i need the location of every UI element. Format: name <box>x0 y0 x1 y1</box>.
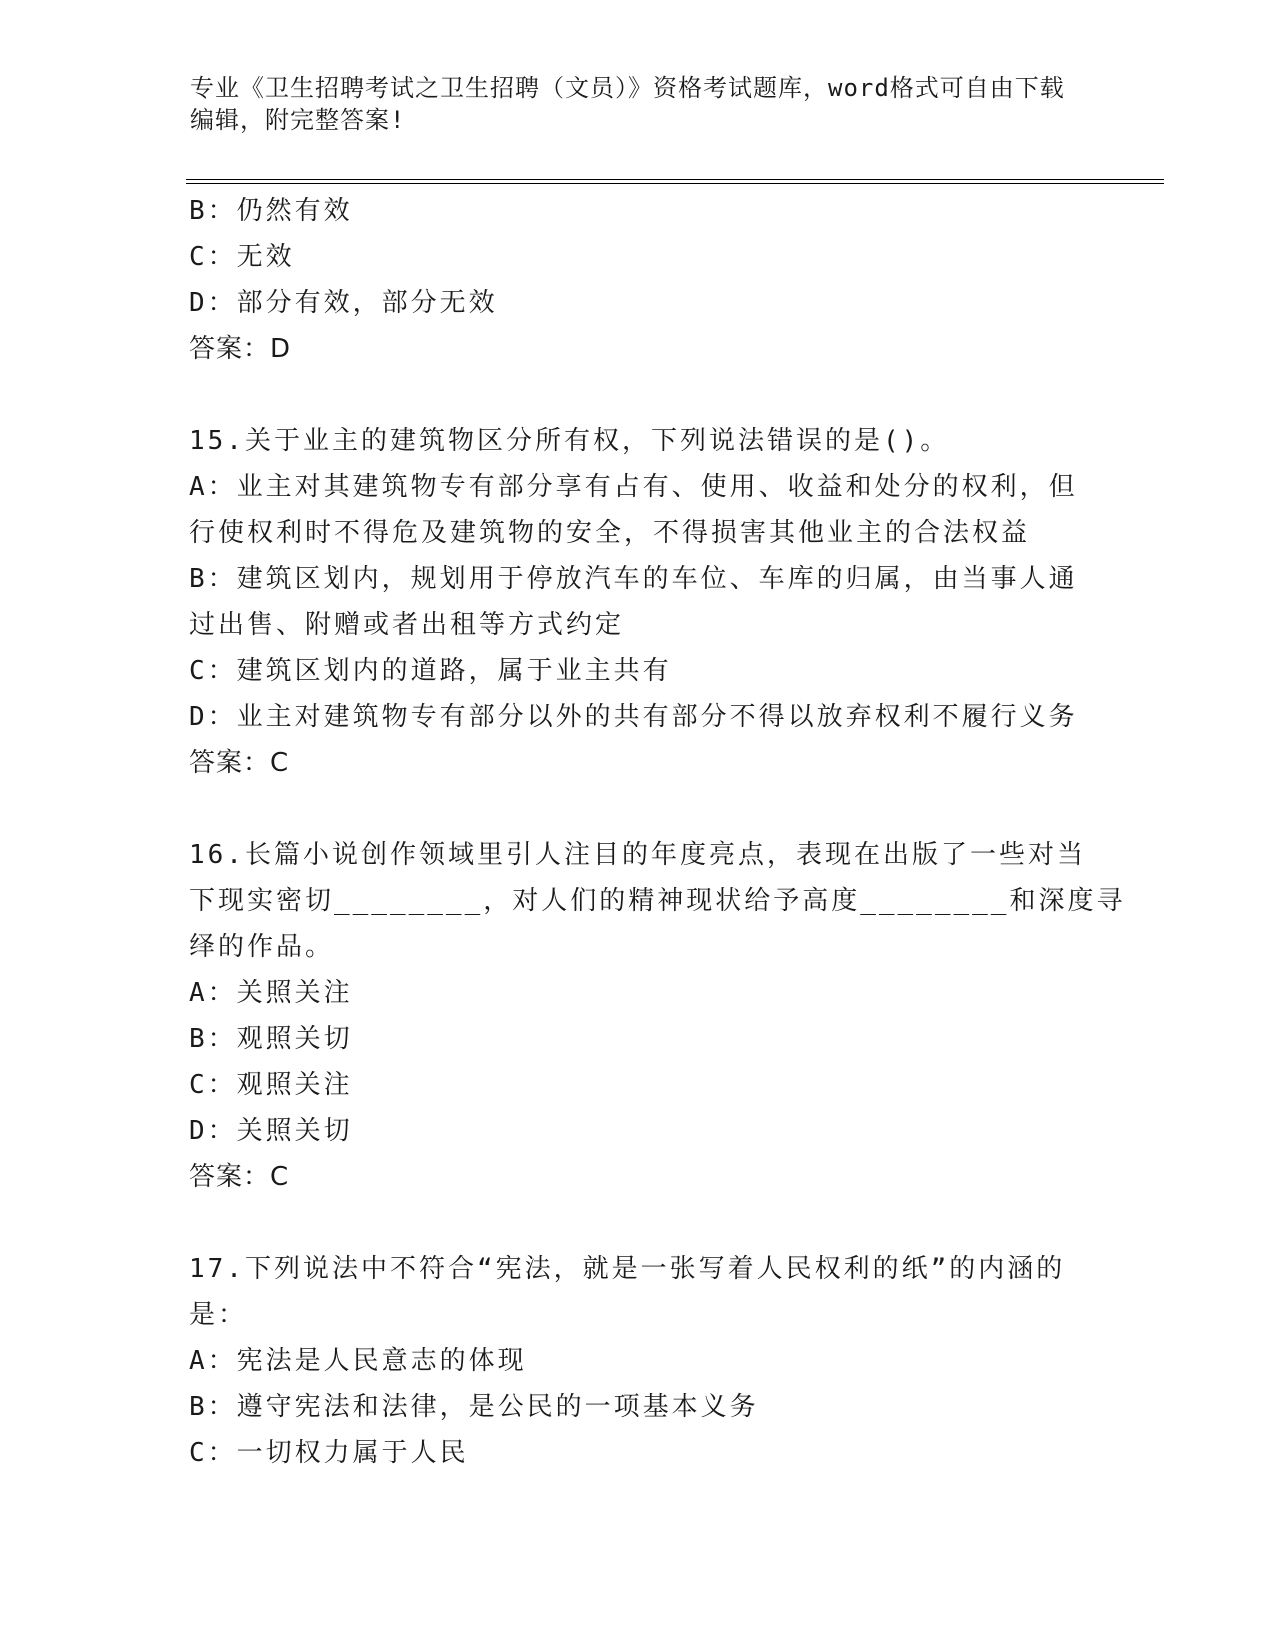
option-a: A：关照关注 <box>189 978 353 1008</box>
question-text: 15.关于业主的建筑物区分所有权，下列说法错误的是()。 <box>189 426 950 456</box>
question-16 <box>189 832 1126 1200</box>
option-c: C：建筑区划内的道路，属于业主共有 <box>189 656 672 686</box>
option-b: B：观照关切 <box>189 1024 353 1054</box>
question-15 <box>189 418 1089 786</box>
option-a-continued: 行使权利时不得危及建筑物的安全，不得损害其他业主的合法权益 <box>189 518 1031 548</box>
option-d: D：关照关切 <box>189 1116 353 1146</box>
option-a: A：宪法是人民意志的体现 <box>189 1346 527 1376</box>
option-b: B：仍然有效 <box>189 196 353 226</box>
option-c: C：无效 <box>189 242 295 272</box>
option-c: C：一切权力属于人民 <box>189 1438 469 1468</box>
answer-line: 答案：C <box>189 1162 290 1192</box>
header-line-2: 编辑，附完整答案! <box>190 106 406 134</box>
spacer <box>189 372 1089 418</box>
question-text-continued: 绎的作品。 <box>189 932 335 962</box>
spacer <box>189 1200 1089 1246</box>
question-text: 17.下列说法中不符合“宪法，就是一张写着人民权利的纸”的内涵的 <box>189 1254 1066 1284</box>
question-content <box>189 188 1126 1476</box>
option-d: D：部分有效，部分无效 <box>189 288 498 318</box>
answer-line: 答案：D <box>189 334 292 364</box>
option-b: B：建筑区划内，规划用于停放汽车的车位、车库的归属，由当事人通 <box>189 564 1078 594</box>
header-line-1: 专业《卫生招聘考试之卫生招聘（文员）》资格考试题库，word格式可自由下载 <box>190 74 1065 102</box>
question-text-continued: 下现实密切________，对人们的精神现状给予高度________和深度寻 <box>189 886 1126 916</box>
option-b-continued: 过出售、附赠或者出租等方式约定 <box>189 610 625 640</box>
option-c: C：观照关注 <box>189 1070 353 1100</box>
spacer <box>189 786 1089 832</box>
question-text: 16.长篇小说创作领域里引人注目的年度亮点，表现在出版了一些对当 <box>189 840 1086 870</box>
option-b: B：遵守宪法和法律，是公民的一项基本义务 <box>189 1392 759 1422</box>
option-a: A：业主对其建筑物专有部分享有占有、使用、收益和处分的权利，但 <box>189 472 1078 502</box>
option-d: D：业主对建筑物专有部分以外的共有部分不得以放弃权利不履行义务 <box>189 702 1078 732</box>
answer-line: 答案：C <box>189 748 290 778</box>
header-divider-top <box>186 179 1164 180</box>
document-header <box>190 72 1090 136</box>
header-divider-bottom <box>186 183 1164 184</box>
question-text-continued: 是： <box>189 1300 248 1330</box>
question-17 <box>189 1246 1089 1476</box>
question-14-fragment <box>189 188 1089 372</box>
